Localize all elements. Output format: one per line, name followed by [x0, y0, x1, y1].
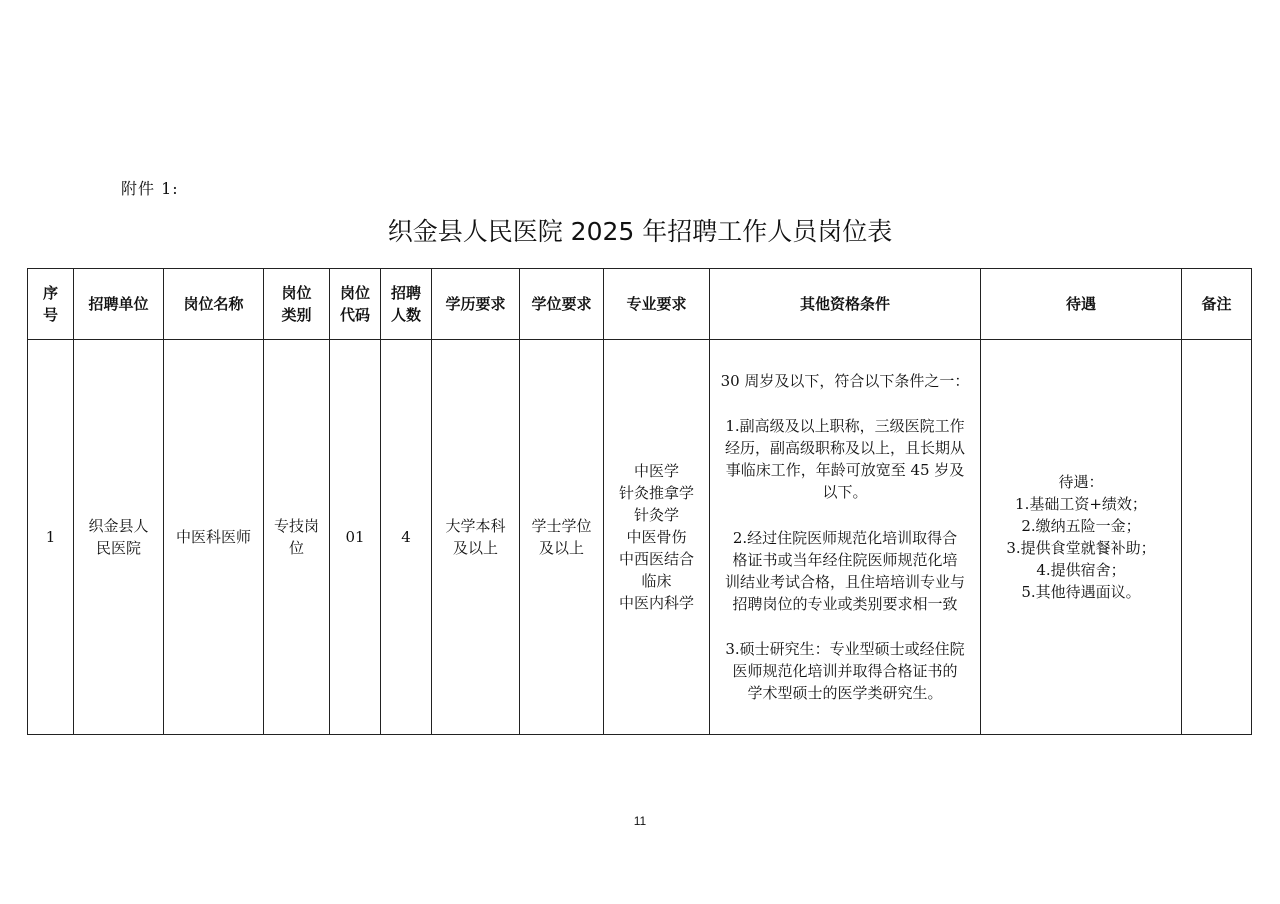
header-education: 学历要求 — [432, 269, 520, 340]
cell-index: 1 — [28, 340, 74, 735]
header-remarks: 备注 — [1182, 269, 1252, 340]
cell-post-type: 专技岗 位 — [264, 340, 330, 735]
cell-post-name: 中医科医师 — [164, 340, 264, 735]
cell-remarks — [1182, 340, 1252, 735]
header-post-name: 岗位名称 — [164, 269, 264, 340]
condition-1: 1.副高级及以上职称，三级医院工作 经历，副高级职称及以上，且长期从 事临床工作，年龄可放宽至 45 岁及 以下。 — [724, 417, 965, 502]
table-header-row — [28, 269, 1252, 340]
header-degree: 学位要求 — [520, 269, 604, 340]
cell-benefits: 待遇： 1.基础工资+绩效； 2.缴纳五险一金； 3.提供食堂就餐补助； 4.提供宿舍； 5.其他待遇面议。 — [981, 340, 1182, 735]
page-title: 织金县人民医院 2025 年招聘工作人员岗位表 — [387, 217, 893, 246]
condition-age: 30 周岁及以下，符合以下条件之一： — [720, 371, 970, 390]
cell-unit: 织金县人 民医院 — [74, 340, 164, 735]
cell-headcount: 4 — [381, 340, 432, 735]
header-conditions: 其他资格条件 — [710, 269, 981, 340]
condition-2: 2.经过住院医师规范化培训取得合 格证书或当年经住院医师规范化培 训结业考试合格，且住培培训专业与 招聘岗位的专业或类别要求相一致 — [724, 528, 965, 613]
cell-degree: 学士学位 及以上 — [520, 340, 604, 735]
header-headcount: 招聘 人数 — [381, 269, 432, 340]
cell-majors: 中医学 针灸推拿学 针灸学 中医骨伤 中西医结合 临床 中医内科学 — [604, 340, 710, 735]
cell-conditions — [710, 340, 981, 735]
job-table — [27, 268, 1252, 735]
header-benefits: 待遇 — [981, 269, 1182, 340]
header-majors: 专业要求 — [604, 269, 710, 340]
cell-post-code: 01 — [330, 340, 381, 735]
condition-3: 3.硕士研究生：专业型硕士或经住院 医师规范化培训并取得合格证书的 学术型硕士的医学类研究生。 — [725, 640, 965, 703]
header-post-type: 岗位 类别 — [264, 269, 330, 340]
page-number: 11 — [633, 814, 647, 828]
attachment-label: 附件 1: — [121, 179, 179, 198]
header-index: 序 号 — [28, 269, 74, 340]
header-post-code: 岗位 代码 — [330, 269, 381, 340]
table-row — [28, 340, 1252, 735]
cell-education: 大学本科 及以上 — [432, 340, 520, 735]
header-unit: 招聘单位 — [74, 269, 164, 340]
